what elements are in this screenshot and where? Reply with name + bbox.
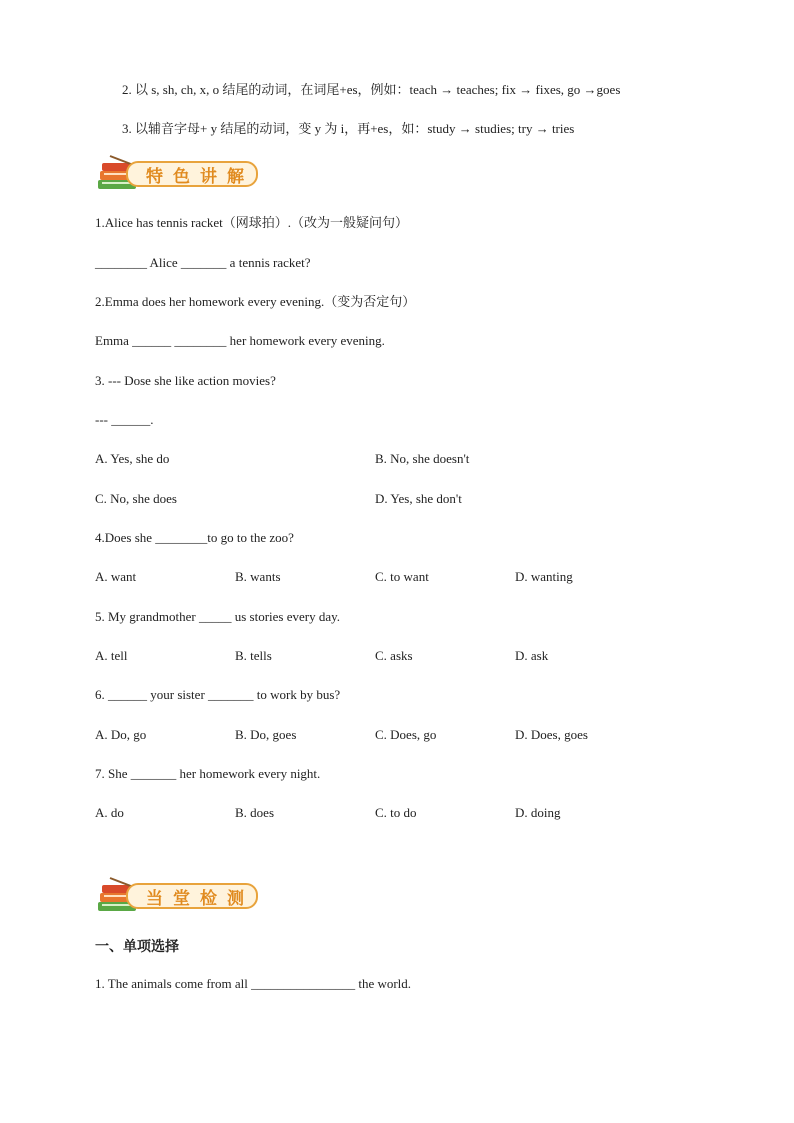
rule-2: 2. 以 s, sh, ch, x, o 结尾的动词，在词尾+es，例如：teach → teaches; fix → fixes, go →goes: [122, 82, 621, 97]
q5-option-a: A. tell: [95, 648, 128, 663]
question-2-answer: Emma ______ ________ her homework every evening.: [95, 333, 385, 348]
question-7: 7. She _______ her homework every night.: [95, 766, 321, 781]
q6-option-b: B. Do, goes: [235, 727, 297, 742]
q3-option-c: C. No, she does: [95, 491, 177, 506]
question-1-answer: ________ Alice _______ a tennis racket?: [95, 255, 311, 270]
rule-3: 3. 以辅音字母+ y 结尾的动词，变 y 为 i，再+es，如：study → studies; try → tries: [122, 121, 575, 136]
banner-title: 特色讲解: [146, 167, 254, 187]
test-question-1: 1. The animals come from all ________________ the world.: [95, 976, 412, 991]
q6-option-c: C. Does, go: [375, 727, 437, 742]
q3-option-d: D. Yes, she don't: [375, 491, 462, 506]
q7-option-b: B. does: [235, 805, 274, 820]
q7-option-a: A. do: [95, 805, 124, 820]
q4-option-d: D. wanting: [515, 569, 573, 584]
q4-option-a: A. want: [95, 569, 137, 584]
question-3: 3. --- Dose she like action movies?: [95, 373, 276, 388]
q3-option-b: B. No, she doesn't: [375, 451, 470, 466]
question-1: 1.Alice has tennis racket（网球拍）.（改为一般疑问句）: [95, 215, 409, 230]
q4-option-c: C. to want: [375, 569, 429, 584]
q6-option-d: D. Does, goes: [515, 727, 588, 742]
section-banner-test: [96, 876, 258, 916]
section-banner-explain: [96, 154, 258, 194]
question-4: 4.Does she ________to go to the zoo?: [95, 530, 294, 545]
q5-option-c: C. asks: [375, 648, 413, 663]
q7-option-c: C. to do: [375, 805, 417, 820]
question-5: 5. My grandmother _____ us stories every day.: [95, 609, 341, 624]
q7-option-d: D. doing: [515, 805, 561, 820]
q5-option-d: D. ask: [515, 648, 549, 663]
q3-option-a: A. Yes, she do: [95, 451, 170, 466]
question-3-answer: --- ______.: [95, 412, 154, 427]
banner-title: 当堂检测: [146, 889, 254, 909]
q4-option-b: B. wants: [235, 569, 281, 584]
question-6: 6. ______ your sister _______ to work by bus?: [95, 687, 341, 702]
question-2: 2.Emma does her homework every evening.（变为否定句）: [95, 294, 416, 309]
section-title: 一、单项选择: [95, 939, 179, 955]
q5-option-b: B. tells: [235, 648, 272, 663]
q6-option-a: A. Do, go: [95, 727, 147, 742]
